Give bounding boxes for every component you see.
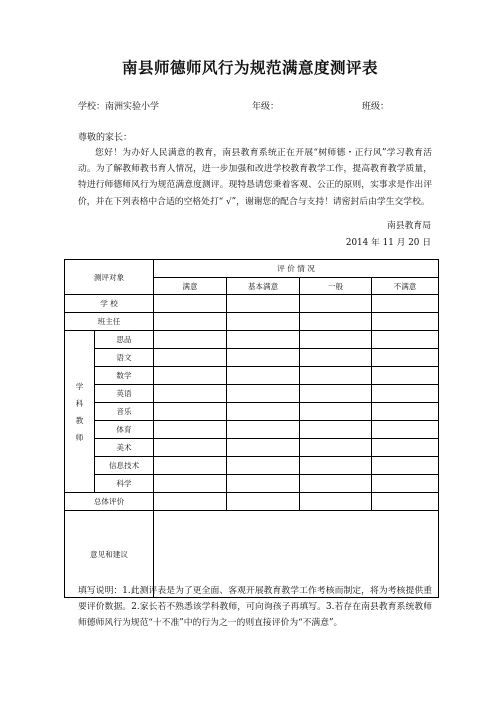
evaluation-table [64, 259, 439, 598]
rating-cell[interactable] [372, 493, 439, 511]
rating-cell[interactable] [300, 349, 372, 367]
rating-cell[interactable] [300, 475, 372, 493]
rating-cell[interactable] [227, 475, 300, 493]
rating-cell[interactable] [227, 349, 300, 367]
rating-average-header: 一般 [300, 278, 372, 295]
letter-body: 您好！为办好人民满意的教育，南县教育系统正在开展“树师德・正行风”学习教育活动。为了解教师教书育人情况，进一步加强和改进学校教育教学工作，提高教育教学质量，特进行师德师风行为规范满意度测评。现特恳请您秉着客观、公正的原则，实事求是作出评价，并在下列表格中合适的空格处打“ √”，谢谢您的配合与支持！请密封后由学生交学校。 [78, 148, 432, 207]
rating-cell[interactable] [227, 421, 300, 439]
rating-cell[interactable] [227, 295, 300, 313]
instructions: 填写说明：1.此测评表是为了更全面、客观开展教育教学工作考核而制定，将为考核提供重要评价数据。2.家长若不熟悉该学科教师，可向询孩子再填写。3.若存在南县教育系统教师师德师风行为规范“十不准”中的行为之一的则直接评价为“不满意”。 [78, 586, 432, 629]
salutation: 尊敬的家长： [78, 133, 133, 143]
subject-group-char: 教 [75, 415, 84, 425]
rating-cell[interactable] [300, 331, 372, 349]
rating-cell[interactable] [300, 421, 372, 439]
rating-cell[interactable] [154, 313, 227, 331]
subject-label: 音乐 [95, 403, 154, 421]
school-field: 学校：南洲实验小学 [78, 102, 160, 112]
row-label-head-teacher: 班主任 [65, 313, 154, 331]
rating-cell[interactable] [227, 367, 300, 385]
rating-cell[interactable] [154, 385, 227, 403]
rating-cell[interactable] [300, 439, 372, 457]
subject-label: 美术 [95, 439, 154, 457]
rating-basically-satisfied-header: 基本满意 [227, 278, 300, 295]
rating-cell[interactable] [154, 349, 227, 367]
rating-cell[interactable] [372, 313, 439, 331]
header-object: 测评对象 [65, 260, 154, 295]
rating-cell[interactable] [227, 493, 300, 511]
rating-cell[interactable] [372, 475, 439, 493]
subject-label: 思品 [95, 331, 154, 349]
row-label-opinion: 意见和建议 [65, 511, 154, 598]
issue-date: 2014 年 11 月 20 日 [345, 238, 431, 248]
rating-satisfied-header: 满意 [154, 278, 227, 295]
rating-cell[interactable] [300, 457, 372, 475]
rating-cell[interactable] [154, 295, 227, 313]
rating-cell[interactable] [300, 403, 372, 421]
rating-cell[interactable] [154, 475, 227, 493]
rating-cell[interactable] [372, 421, 439, 439]
subject-group-char: 学 [75, 381, 84, 391]
rating-cell[interactable] [154, 403, 227, 421]
rating-cell[interactable] [154, 421, 227, 439]
issuer: 南县教育局 [387, 221, 431, 231]
rating-unsatisfied-header: 不满意 [372, 278, 439, 295]
rating-cell[interactable] [372, 331, 439, 349]
class-field: 班级： [362, 102, 390, 112]
rating-cell[interactable] [227, 385, 300, 403]
rating-cell[interactable] [154, 367, 227, 385]
row-label-school: 学 校 [65, 295, 154, 313]
rating-cell[interactable] [300, 385, 372, 403]
rating-cell[interactable] [372, 295, 439, 313]
subject-label: 体育 [95, 421, 154, 439]
grade-field: 年级： [252, 102, 280, 112]
subject-label: 数学 [95, 367, 154, 385]
subject-label: 信息技术 [95, 457, 154, 475]
subject-label: 科学 [95, 475, 154, 493]
rating-cell[interactable] [227, 439, 300, 457]
rating-cell[interactable] [154, 439, 227, 457]
rating-cell[interactable] [227, 331, 300, 349]
rating-cell[interactable] [372, 457, 439, 475]
subject-label: 英语 [95, 385, 154, 403]
rating-cell[interactable] [300, 295, 372, 313]
subject-group-char: 师 [75, 432, 84, 442]
rating-cell[interactable] [372, 367, 439, 385]
rating-cell[interactable] [154, 493, 227, 511]
rating-cell[interactable] [372, 349, 439, 367]
rating-cell[interactable] [227, 313, 300, 331]
rating-cell[interactable] [227, 457, 300, 475]
subject-label: 语文 [95, 349, 154, 367]
header-evaluation: 评 价 情 况 [154, 260, 439, 278]
rating-cell[interactable] [300, 367, 372, 385]
page-title: 南县师德师风行为规范满意度测评表 [121, 59, 378, 77]
rating-cell[interactable] [372, 403, 439, 421]
rating-cell[interactable] [227, 403, 300, 421]
rating-cell[interactable] [300, 493, 372, 511]
subject-teachers-group [65, 331, 95, 493]
subject-group-char: 科 [75, 398, 84, 408]
rating-cell[interactable] [154, 457, 227, 475]
rating-cell[interactable] [300, 313, 372, 331]
rating-cell[interactable] [154, 331, 227, 349]
rating-cell[interactable] [372, 439, 439, 457]
rating-cell[interactable] [372, 385, 439, 403]
row-label-overall: 总体评价 [65, 493, 154, 511]
